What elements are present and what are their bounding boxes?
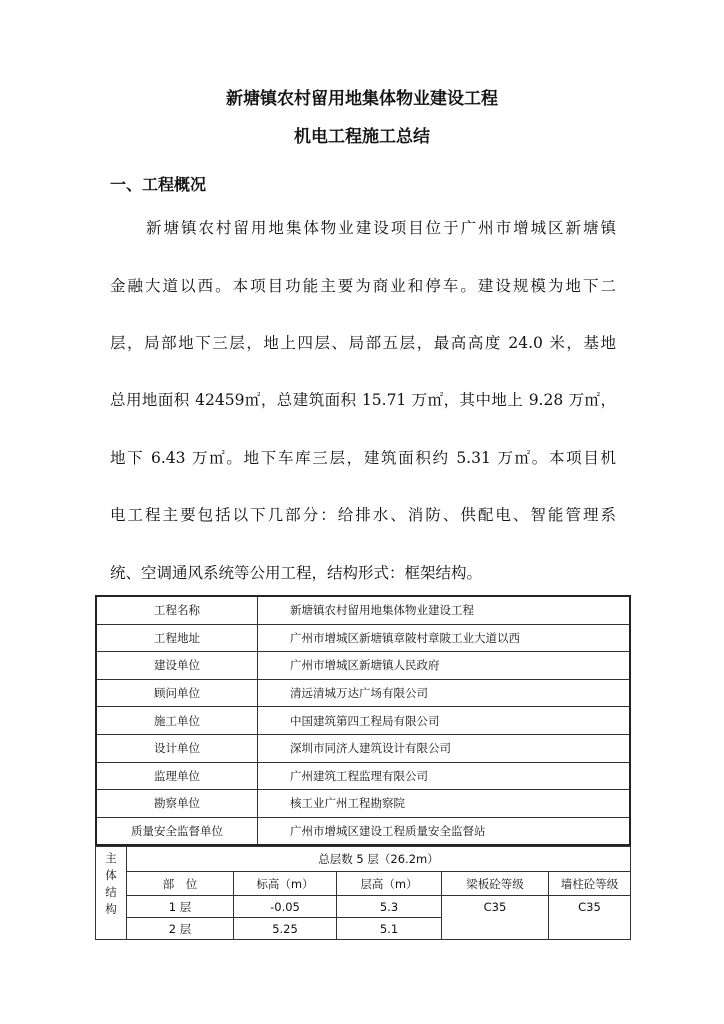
side-label-char: 结 — [105, 885, 117, 899]
table-row — [96, 762, 630, 790]
info-label: 工程地址 — [96, 624, 258, 652]
paragraph-line: 总用地面积 42459㎡，总建筑面积 15.71 万㎡，其中地上 9.28 万㎡， — [110, 391, 616, 409]
floor-part: 2 层 — [127, 918, 234, 940]
info-label: 勘察单位 — [96, 790, 258, 818]
paragraph-line: 地下 6.43 万㎡。地下车库三层，建筑面积约 5.31 万㎡。本项目机 — [110, 449, 616, 467]
floor-elevation: 5.25 — [234, 918, 337, 940]
floor-part: 1 层 — [127, 896, 234, 918]
project-info-table — [95, 595, 631, 846]
info-label: 施工单位 — [96, 707, 258, 735]
info-label: 质量安全监督单位 — [96, 817, 258, 845]
header-part: 部 位 — [127, 872, 234, 896]
side-label-char: 构 — [105, 902, 117, 916]
paragraph-line: 层，局部地下三层，地上四层、局部五层，最高高度 24.0 米，基地 — [110, 334, 616, 352]
info-value: 广州市增城区新塘镇章陂村章陂工业大道以西 — [258, 624, 631, 652]
header-elevation: 标高（m） — [234, 872, 337, 896]
info-label: 建设单位 — [96, 652, 258, 680]
floor-height: 5.1 — [337, 918, 442, 940]
table-row — [96, 734, 630, 762]
header-beam-grade: 梁板砼等级 — [442, 872, 549, 896]
info-label: 顾问单位 — [96, 679, 258, 707]
floor-elevation: -0.05 — [234, 896, 337, 918]
info-value: 深圳市同济人建筑设计有限公司 — [258, 734, 631, 762]
header-floor-height: 层高（m） — [337, 872, 442, 896]
info-label: 工程名称 — [96, 596, 258, 624]
table-row — [96, 896, 631, 918]
document-title: 新塘镇农村留用地集体物业建设工程 — [226, 89, 498, 109]
header-column-grade: 墙柱砼等级 — [549, 872, 631, 896]
table-row — [96, 817, 630, 845]
table-row — [96, 624, 630, 652]
info-value: 中国建筑第四工程局有限公司 — [258, 707, 631, 735]
table-row — [96, 707, 630, 735]
paragraph-line: 电工程主要包括以下几部分：给排水、消防、供配电、智能管理系 — [110, 506, 616, 524]
info-value: 广州市增城区新塘镇人民政府 — [258, 652, 631, 680]
section-heading: 一、工程概况 — [110, 175, 207, 194]
table-row — [96, 596, 630, 624]
info-value: 核工业广州工程勘察院 — [258, 790, 631, 818]
side-label-char: 体 — [105, 868, 117, 882]
beam-grade: C35 — [442, 896, 549, 940]
side-label-char: 主 — [105, 851, 117, 865]
paragraph-line: 金融大道以西。本项目功能主要为商业和停车。建设规模为地下二 — [110, 277, 616, 295]
floor-height: 5.3 — [337, 896, 442, 918]
info-value: 广州建筑工程监理有限公司 — [258, 762, 631, 790]
main-structure-table — [95, 846, 631, 940]
structure-side-label — [96, 847, 127, 940]
table-row — [96, 679, 630, 707]
info-value: 清远清城万达广场有限公司 — [258, 679, 631, 707]
table-header-row — [96, 872, 631, 896]
info-label: 监理单位 — [96, 762, 258, 790]
total-floors: 总层数 5 层（26.2m） — [127, 847, 631, 872]
paragraph-line: 统、空调通风系统等公用工程，结构形式：框架结构。 — [110, 564, 483, 582]
table-row — [96, 652, 630, 680]
info-label: 设计单位 — [96, 734, 258, 762]
table-row — [96, 847, 631, 872]
info-value: 新塘镇农村留用地集体物业建设工程 — [258, 596, 631, 624]
info-value: 广州市增城区建设工程质量安全监督站 — [258, 817, 631, 845]
table-row — [96, 790, 630, 818]
column-grade: C35 — [549, 896, 631, 940]
paragraph-line: 新塘镇农村留用地集体物业建设项目位于广州市增城区新塘镇 — [146, 219, 616, 237]
document-subtitle: 机电工程施工总结 — [294, 127, 430, 147]
